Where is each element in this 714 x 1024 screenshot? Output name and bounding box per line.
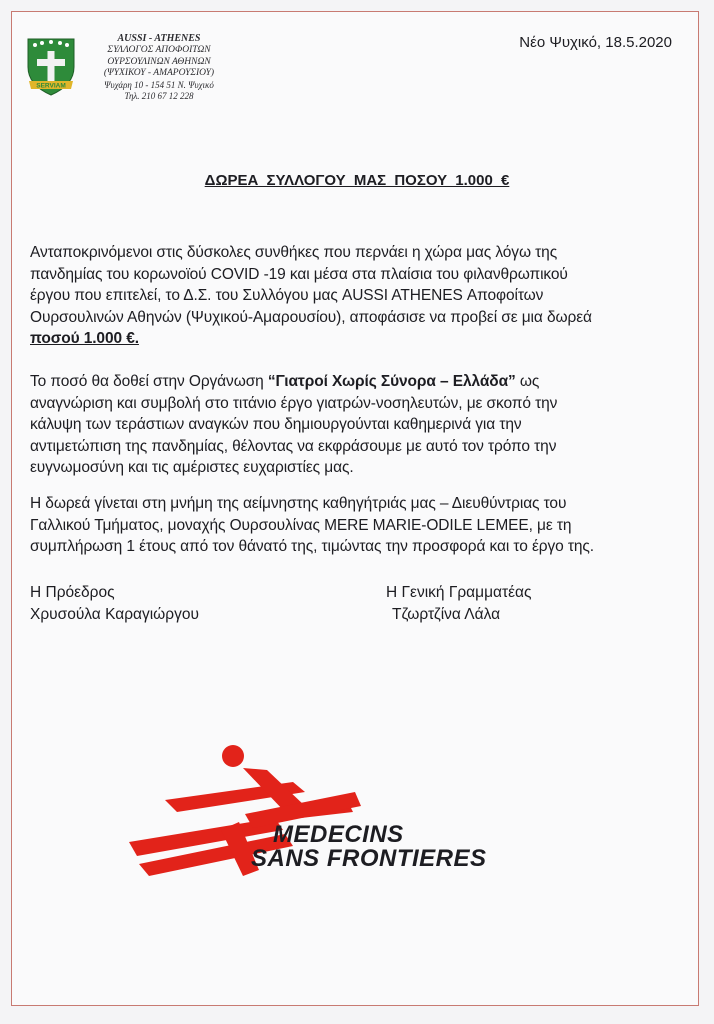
p1-line: Ανταποκρινόμενοι στις δύσκολες συνθήκες που περνάει η χώρα μας λόγω της <box>30 244 558 261</box>
p3-line: Γαλλικού Τμήματος, μοναχής Ουρσουλίνας MERE MARIE-ODILE LEMEE, με τη <box>30 516 572 534</box>
p2-line: κάλυψη των τεράστιων αναγκών που δημιουργούνται καθημερινά για την <box>30 416 522 433</box>
p3-line: συμπλήρωση 1 έτους από τον θάνατό της, τιμώντας την προσφορά και το έργο της. <box>30 538 594 555</box>
president-role: Η Πρόεδρος <box>30 584 115 601</box>
org-header <box>84 33 234 102</box>
letter-title: ΔΩΡΕΑ ΣΥΛΛΟΓΟΥ ΜΑΣ ΠΟΣΟΥ 1.000 € <box>204 172 510 189</box>
msf-logo <box>125 742 545 877</box>
org-line-1: ΣΥΛΛΟΓΟΣ ΑΠΟΦΟΙΤΩΝ <box>107 45 211 55</box>
letter-date: Νέο Ψυχικό, 18.5.2020 <box>519 34 672 51</box>
p2-line: αντιμετώπιση της πανδημίας, θέλοντας να εκφράσουμε με αυτό τον τρόπο την <box>30 437 557 455</box>
org-name: AUSSI - ATHENES <box>117 33 201 44</box>
logo-motto-text: SERVIAM <box>36 82 66 90</box>
donation-amount: ποσού 1.000 €. <box>30 330 139 347</box>
p2-line: ευγνωμοσύνη και τις αμέριστες ευχαριστίες μας. <box>30 459 354 476</box>
president-name: Χρυσούλα Καραγιώργου <box>30 606 199 623</box>
org-line-3: (ΨΥΧΙΚΟΥ - ΑΜΑΡΟΥΣΙΟΥ) <box>103 68 215 78</box>
p2-line: αναγνώριση και συμβολή στο τιτάνιο έργο γιατρών-νοσηλευτών, με σκοπό την <box>30 394 558 412</box>
paragraph-3 <box>30 493 690 558</box>
org-phone: Τηλ. 210 67 12 228 <box>124 90 194 101</box>
org-address: Ψυχάρη 10 - 154 51 Ν. Ψυχικό <box>104 79 214 90</box>
p1-line: πανδημίας του κορωνοϊού COVID -19 και μέσα στα πλαίσια του φιλανθρωπικού <box>30 265 568 283</box>
association-logo <box>25 37 77 97</box>
secretary-name: Τζωρτζίνα Λάλα <box>392 606 501 623</box>
p2-intro: Το ποσό θα δοθεί στην Οργάνωση <box>30 373 268 390</box>
org-line-2: ΟΥΡΣΟΥΛΙΝΩΝ ΑΘΗΝΩΝ <box>107 56 211 67</box>
signature-president <box>30 582 199 626</box>
p2-intro-end: ως <box>515 373 540 390</box>
recipient-organization: “Γιατροί Χωρίς Σύνορα – Ελλάδα” <box>267 373 516 390</box>
paragraph-1 <box>30 242 690 350</box>
msf-line-1: MEDECINS <box>273 821 404 848</box>
p1-line: Ουρσουλινών Αθηνών (Ψυχικού-Αμαρουσίου), αποφάσισε να προβεί σε μια δωρεά <box>30 308 592 326</box>
signature-secretary <box>386 582 531 626</box>
p3-line: Η δωρεά γίνεται στη μνήμη της αείμνηστης καθηγήτριάς μας – Διευθύντριας του <box>30 495 567 512</box>
secretary-role: Η Γενική Γραμματέας <box>386 584 532 601</box>
p1-line: έργου που επιτελεί, το Δ.Σ. του Συλλόγου μας AUSSI ATHENES Αποφοίτων <box>30 287 544 304</box>
paragraph-2 <box>30 371 690 479</box>
msf-line-2: SANS FRONTIERES <box>251 845 487 872</box>
p2-first-line <box>30 371 690 393</box>
